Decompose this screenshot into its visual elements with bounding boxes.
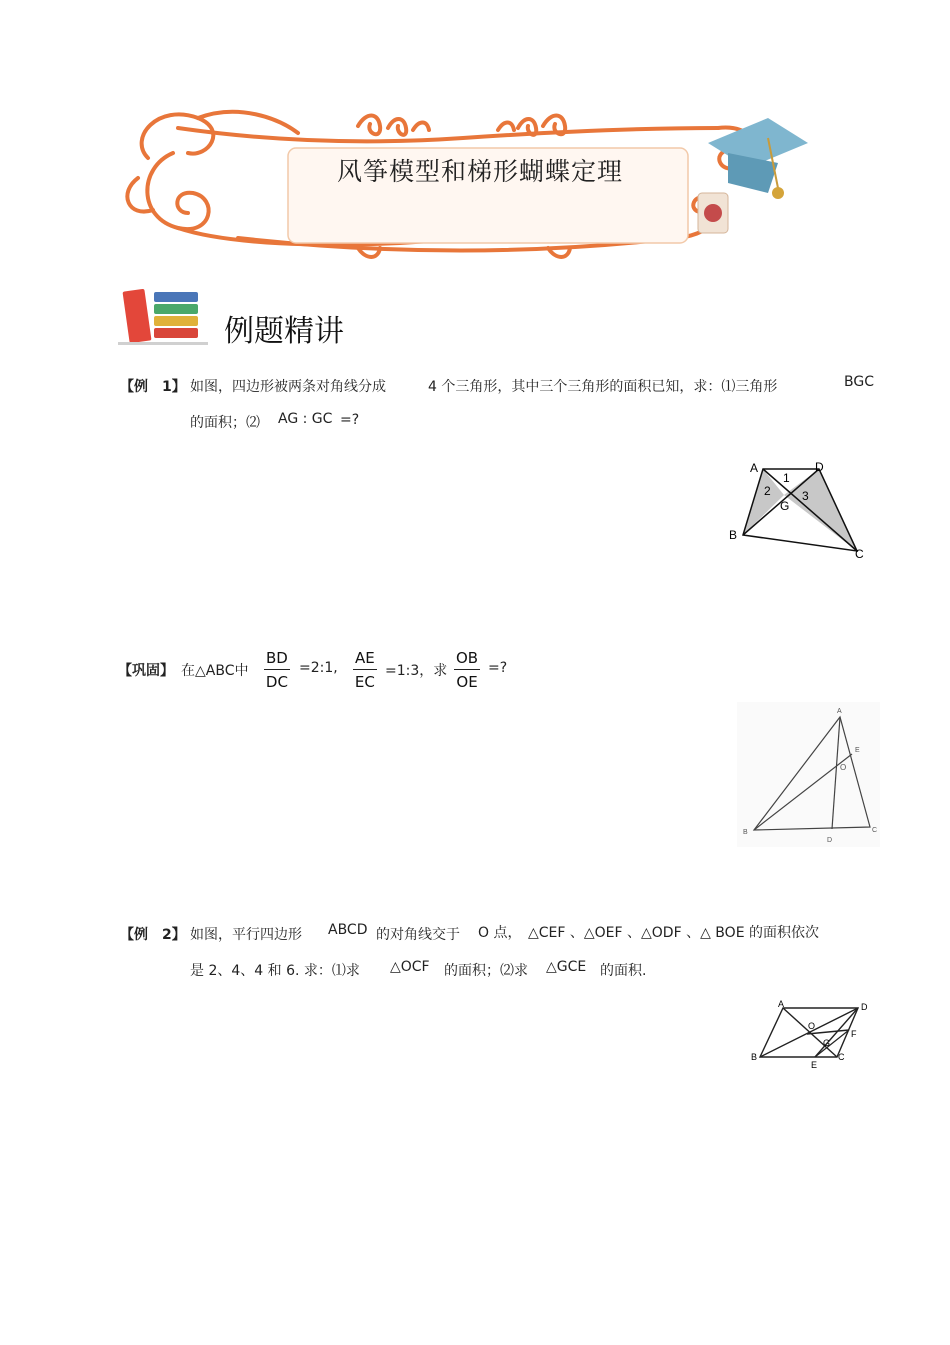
- books-icon: [118, 286, 208, 348]
- point-label: E: [855, 747, 860, 754]
- ex2-text: 的面积；⑵求: [444, 963, 528, 979]
- fraction-denominator: EC: [354, 673, 375, 691]
- ex2-figure: [745, 996, 875, 1076]
- ex2-text: △CEF 、△OEF 、△ODF 、△ BOE 的面积依次: [528, 925, 819, 941]
- practice-figure: [737, 702, 880, 847]
- fraction-ae-ec: [353, 647, 377, 694]
- point-label: D: [815, 460, 824, 474]
- ex1-text: 4 个三角形，其中三个三角形的面积已知，求：⑴三角形: [428, 379, 778, 395]
- point-label: A: [750, 461, 759, 475]
- point-label: B: [751, 1052, 758, 1062]
- point-label: A: [837, 708, 842, 715]
- point-label: G: [780, 499, 790, 513]
- point-label: C: [855, 547, 864, 561]
- area-label: 3: [802, 489, 809, 503]
- ex1-label: 【例 1】: [120, 379, 186, 395]
- ex1-ratio: AG : GC: [278, 411, 333, 427]
- point-label: O: [808, 1021, 816, 1031]
- point-label: B: [743, 829, 748, 836]
- practice-text: 在△ABC中: [181, 663, 249, 679]
- ex1-figure: [725, 455, 875, 565]
- ex1-triangle-name: BGC: [844, 374, 874, 390]
- ex2-text: O 点，: [478, 925, 522, 941]
- ex1-text: 的面积；⑵: [190, 415, 260, 431]
- point-label: A: [778, 999, 785, 1009]
- ex2-text: 的对角线交于: [376, 927, 460, 943]
- area-label: 1: [783, 471, 790, 485]
- practice-text: =2:1,: [299, 660, 338, 676]
- practice-text: =?: [488, 660, 508, 676]
- point-label: D: [861, 1002, 868, 1012]
- page-title: 风筝模型和梯形蝴蝶定理: [336, 157, 623, 186]
- ex2-triangle-name: △OCF: [390, 959, 430, 975]
- point-label: G: [823, 1038, 831, 1048]
- ex1-text: =?: [340, 412, 360, 428]
- point-label: O: [840, 763, 847, 772]
- ex1-text: 如图，四边形被两条对角线分成: [190, 379, 386, 395]
- point-label: E: [811, 1060, 818, 1070]
- ex2-shape-name: ABCD: [328, 922, 368, 938]
- area-label: 2: [764, 484, 771, 498]
- ex2-text: 如图，平行四边形: [190, 927, 302, 943]
- fraction-numerator: OB: [454, 647, 480, 670]
- practice-label: 【巩固】: [118, 663, 174, 679]
- graduation-cap-icon: [698, 118, 808, 233]
- fraction-numerator: BD: [264, 647, 290, 670]
- point-label: B: [729, 528, 738, 542]
- ex2-text: 的面积.: [600, 963, 647, 979]
- ex2-text: 是 2、4、4 和 6. 求：⑴求: [190, 963, 360, 979]
- point-label: C: [872, 827, 878, 834]
- section-title: 例题精讲: [224, 314, 344, 349]
- fraction-denominator: DC: [265, 673, 288, 691]
- fraction-bd-dc: [264, 647, 290, 694]
- point-label: D: [827, 837, 833, 844]
- fraction-denominator: OE: [456, 673, 478, 691]
- fraction-ob-oe: [454, 647, 480, 694]
- practice-text: =1:3，求: [385, 663, 448, 679]
- ex2-triangle-name: △GCE: [546, 959, 587, 975]
- fraction-numerator: AE: [353, 647, 377, 670]
- ex2-label: 【例 2】: [120, 927, 186, 943]
- point-label: F: [851, 1029, 857, 1039]
- point-label: C: [838, 1052, 845, 1062]
